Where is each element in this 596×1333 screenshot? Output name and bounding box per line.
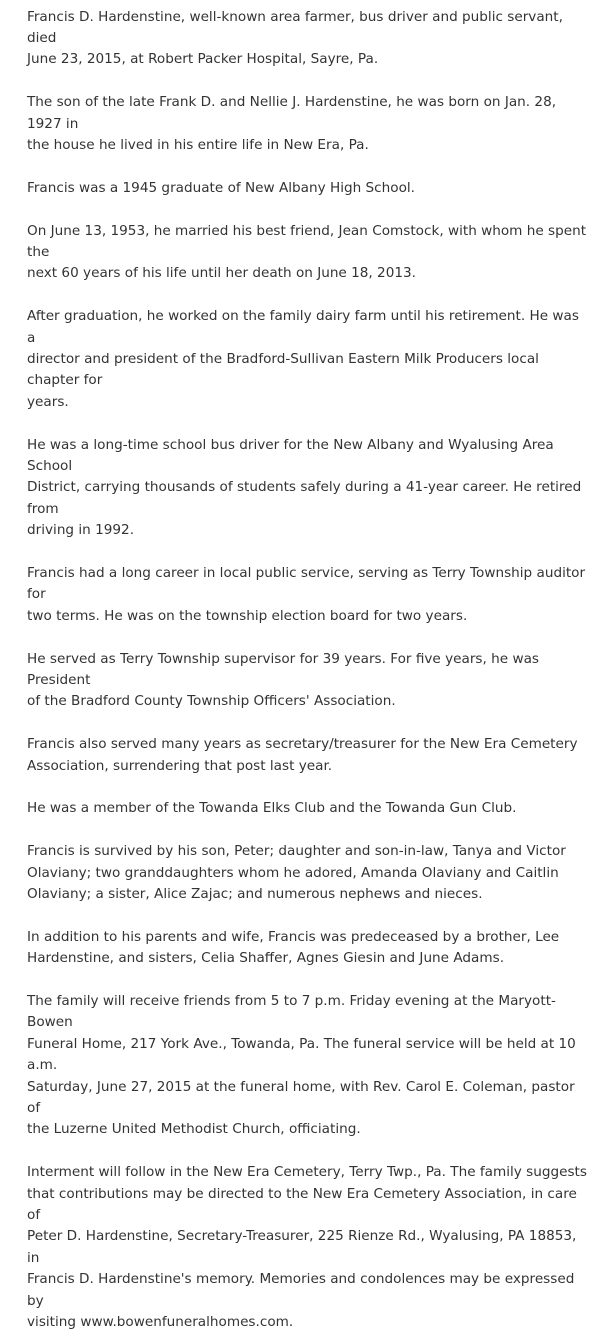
text-line: Francis was a 1945 graduate of New Albany High School. — [27, 179, 415, 196]
paragraph — [27, 221, 588, 285]
text-line: Francis is survived by his son, Peter; daughter and son-in-law, Tanya and Victor — [27, 843, 566, 860]
text-line: The son of the late Frank D. and Nellie J. Hardenstine, he was born on Jan. 28, 1927 in — [27, 94, 557, 132]
text-line: the Luzerne United Methodist Church, officiating. — [27, 1121, 361, 1138]
text-line: Association, surrendering that post last year. — [27, 757, 333, 774]
paragraph — [27, 435, 588, 542]
text-line: the house he lived in his entire life in New Era, Pa. — [27, 136, 369, 153]
text-line: Saturday, June 27, 2015 at the funeral home, with Rev. Carol E. Coleman, pastor of — [27, 1078, 575, 1117]
text-line: that contributions may be directed to the New Era Cemetery Association, in care of — [27, 1185, 577, 1224]
text-line: director and president of the Bradford-Sullivan Eastern Milk Producers local chapter for — [27, 350, 539, 389]
text-line: In addition to his parents and wife, Francis was predeceased by a brother, Lee — [27, 928, 560, 945]
paragraph — [27, 798, 588, 819]
text-line: visiting www.bowenfuneralhomes.com. — [27, 1314, 294, 1331]
text-line: Interment will follow in the New Era Cemetery, Terry Twp., Pa. The family suggests — [27, 1164, 587, 1181]
paragraph — [27, 178, 588, 199]
text-line: driving in 1992. — [27, 522, 135, 539]
text-line: of the Bradford County Township Officers' Association. — [27, 693, 396, 710]
paragraph — [27, 734, 588, 777]
text-line: Francis D. Hardenstine's memory. Memories and condolences may be expressed by — [27, 1271, 575, 1309]
paragraph-gap — [27, 285, 588, 306]
paragraph-gap — [27, 542, 588, 563]
paragraph-gap — [27, 777, 588, 798]
paragraph — [27, 927, 588, 970]
paragraph — [27, 841, 588, 905]
paragraph-gap — [27, 1141, 588, 1162]
paragraph-gap — [27, 413, 588, 434]
paragraph-gap — [27, 199, 588, 220]
text-line: Francis also served many years as secretary/treasurer for the New Era Cemetery — [27, 736, 578, 753]
text-line: Hardenstine, and sisters, Celia Shaffer, Agnes Giesin and June Adams. — [27, 950, 505, 967]
paragraph-gap — [27, 713, 588, 734]
paragraph — [27, 649, 588, 713]
text-line: two terms. He was on the township election board for two years. — [27, 607, 468, 624]
paragraph-gap — [27, 71, 588, 92]
text-line: On June 13, 1953, he married his best friend, Jean Comstock, with whom he spent the — [27, 222, 587, 260]
paragraph-gap — [27, 627, 588, 648]
text-line: years. — [27, 393, 69, 410]
text-line: Francis had a long career in local public service, serving as Terry Township auditor for — [27, 564, 586, 603]
paragraph — [27, 991, 588, 1141]
text-line: He was a long-time school bus driver for the New Albany and Wyalusing Area School — [27, 436, 554, 474]
paragraph — [27, 563, 588, 627]
text-line: next 60 years of his life until her death on June 18, 2013. — [27, 265, 416, 282]
text-line: Francis D. Hardenstine, well-known area farmer, bus driver and public servant, died — [27, 8, 563, 46]
paragraph — [27, 306, 588, 413]
text-line: District, carrying thousands of students safely during a 41-year career. He retired from — [27, 479, 582, 517]
text-line: After graduation, he worked on the family dairy farm until his retirement. He was a — [27, 308, 579, 346]
text-line: He served as Terry Township supervisor for 39 years. For five years, he was President — [27, 650, 539, 688]
text-line: Olaviany; a sister, Alice Zajac; and numerous nephews and nieces. — [27, 886, 483, 902]
paragraph-gap — [27, 905, 588, 926]
text-line: June 23, 2015, at Robert Packer Hospital, Sayre, Pa. — [27, 51, 379, 68]
paragraph-gap — [27, 820, 588, 841]
paragraph — [27, 92, 588, 156]
paragraph-gap — [27, 156, 588, 177]
text-line: Olaviany; two granddaughters whom he adored, Amanda Olaviany and Caitlin — [27, 864, 559, 881]
text-line: The family will receive friends from 5 to 7 p.m. Friday evening at the Maryott-Bowen — [27, 993, 556, 1031]
paragraph — [27, 1162, 588, 1333]
text-line: Funeral Home, 217 York Ave., Towanda, Pa. The funeral service will be held at 10 a.m. — [27, 1035, 576, 1074]
text-line: He was a member of the Towanda Elks Club and the Towanda Gun Club. — [27, 800, 517, 817]
text-line: Peter D. Hardenstine, Secretary-Treasurer, 225 Rienze Rd., Wyalusing, PA 18853, in — [27, 1228, 577, 1266]
paragraph-gap — [27, 970, 588, 991]
paragraph — [27, 7, 588, 71]
